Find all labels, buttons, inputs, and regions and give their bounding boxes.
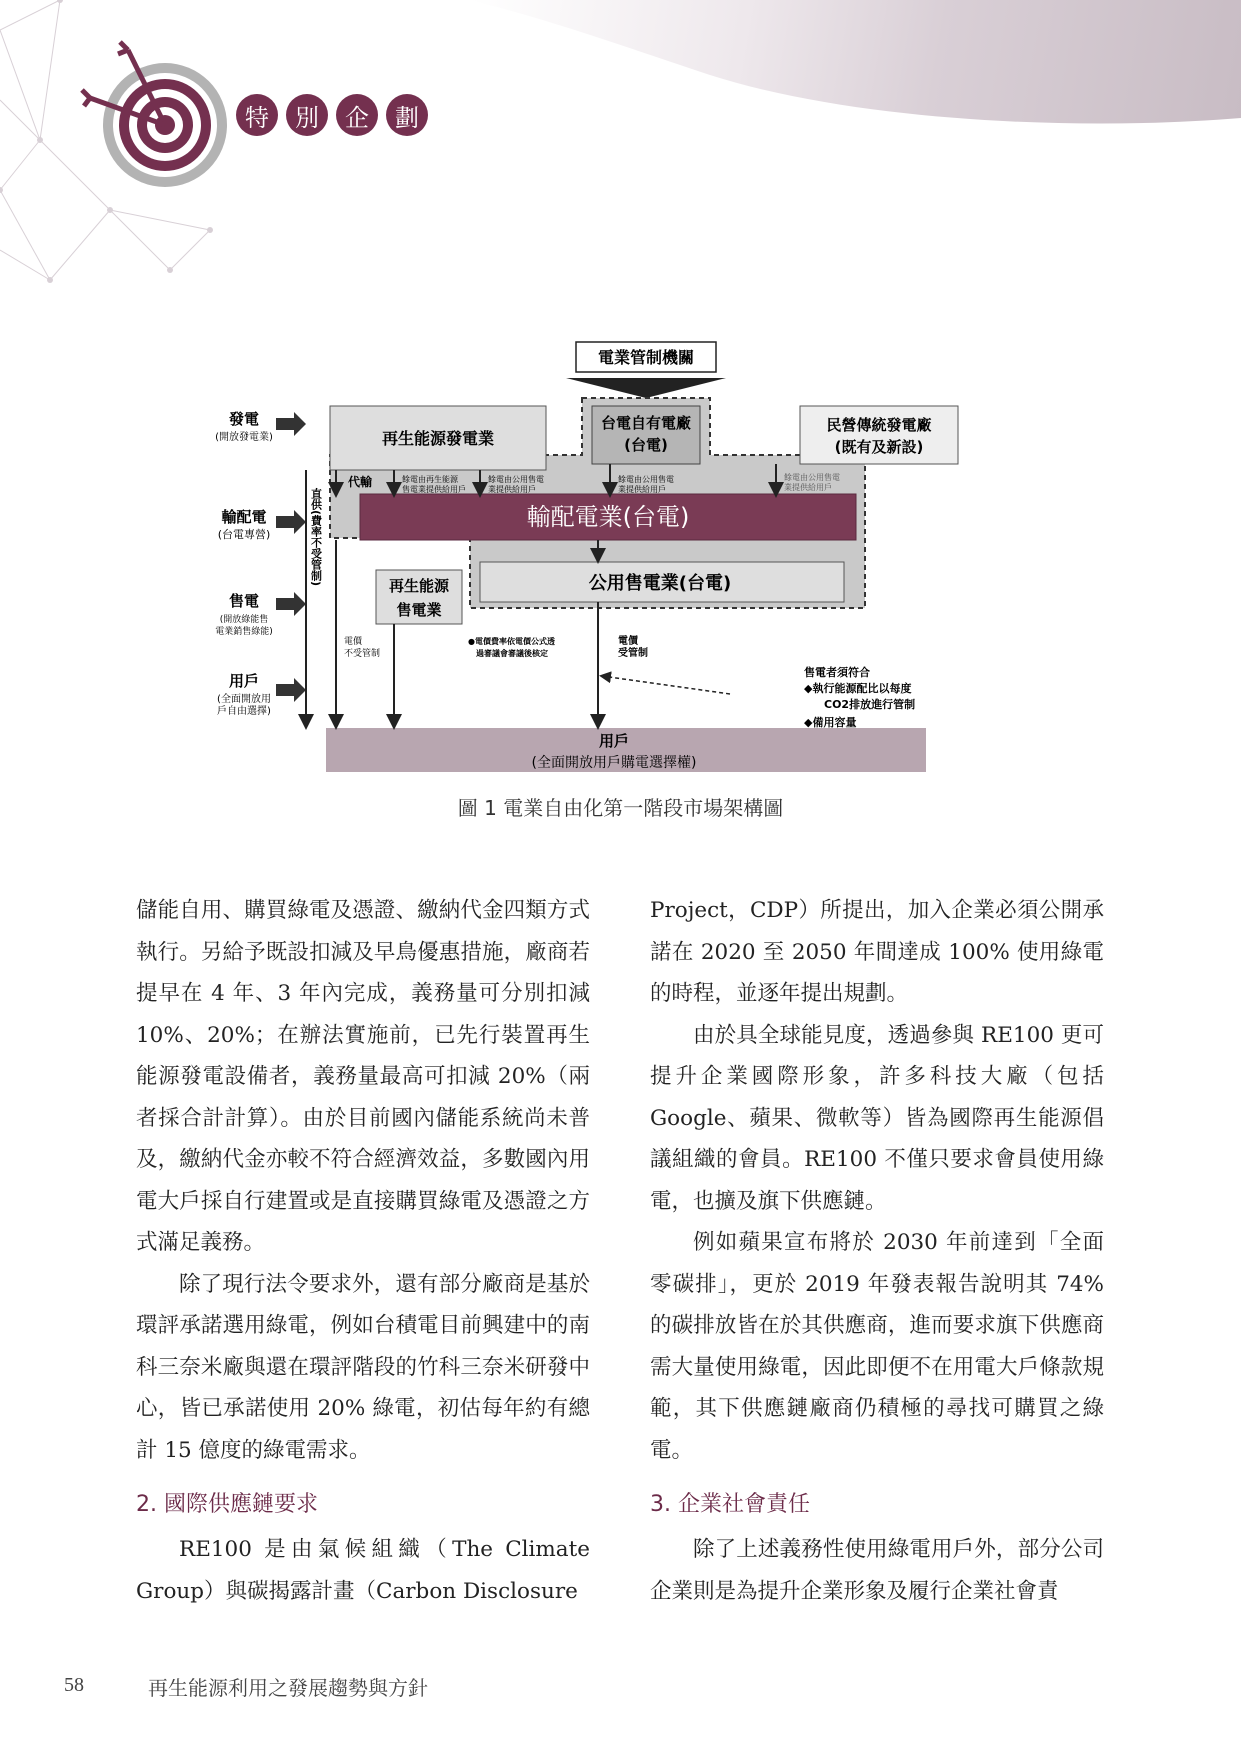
taipower-surplus-note-2: 業提供給用戶 [618,485,666,494]
public-surplus-note-1: 餘電由公用售電 [488,475,544,484]
req-item1b: CO2排放進行管制 [824,698,916,711]
wheeling-note: 代輸 [348,475,373,489]
row-arrow-users [276,678,306,702]
rr-price-note-2: 不受管制 [344,649,381,659]
row-label-transmission: 輸配電 [221,508,267,526]
direct-supply-note: 直供(費率不受管制) [309,488,323,587]
paragraph: Project，CDP）所提出，加入企業必須公開承諾在 2020 至 2050 年間達成 100% 使用綠電的時程，並逐年提出規劃。 [650,898,1104,1006]
section-title [236,94,428,136]
figure-caption: 圖 1 電業自由化第一階段市場架構圖 [457,796,784,820]
market-structure-diagram [210,340,1010,780]
taipower-plant-label: 台電自有電廠 [600,414,692,432]
row-label-generation-sub: (開放發電業) [215,432,273,443]
title-char: 企 [336,94,378,136]
public-price-note-1: ●電價費率依電價公式透 [468,637,555,646]
req-title: 售電者須符合 [804,666,870,679]
paragraph: 例如蘋果宣布將於 2030 年前達到「全面零碳排」，更於 2019 年發表報告說明其 74% 的碳排放皆在於其供應商，進而要求旗下供應商需大量使用綠電，因此即便不在用電大戶條款規範，其下供應鏈廠商仍積極的尋找可購買之綠電。 [650,1230,1104,1463]
row-label-generation: 發電 [228,410,260,428]
section-heading: 2. 國際供應鏈要求 [136,1492,318,1517]
target-icon [80,40,230,190]
page-footer [64,1672,428,1700]
users-label: 用戶 [598,732,630,750]
right-column [650,890,1104,1612]
req-item1: ◆執行能源配比以每度 [804,682,912,695]
row-label-retail-sub2: 電業銷售綠能) [215,627,273,637]
public-price-note-2: 過審議會審議後核定 [476,649,548,658]
taipower-surplus-note-1: 餘電由公用售電 [618,475,674,484]
paragraph: 儲能自用、購買綠電及憑證、繳納代金四類方式執行。另給予既設扣減及早鳥優惠措施，廠商若提早在 4 年、3 年內完成，義務量可分別扣減 10%、20%；在辦法實施前，已先行裝置再生能源發電設備者，義務量最高可扣減 20%（兩者採合計計算）。由於目前國內儲能系統尚未普及，繳納代金亦較不符合經濟效益，多數國內用電大戶採自行建置或是直接購買綠電及憑證之方式滿足義務。 [136,898,590,1255]
regulator-label: 電業管制機關 [597,348,695,367]
header-photo-banner [470,0,1241,150]
title-char: 別 [286,94,328,136]
private-surplus-note-2: 業提供給用戶 [784,483,832,492]
private-surplus-note-1: 餘電由公用售電 [784,473,840,482]
publication-title: 再生能源利用之發展趨勢與方針 [148,1676,428,1700]
users-sub: (全面開放用戶購電選擇權) [531,755,697,771]
row-arrow-generation [276,412,306,436]
regulated-price-note-1: 電價 [618,636,638,647]
private-plant-sub: (既有及新設) [834,438,924,456]
renewable-retail-label: 再生能源 [388,577,450,595]
row-label-users: 用戶 [228,672,260,690]
regulated-price-note-2: 受管制 [618,648,648,659]
paragraph: 除了上述義務性使用綠電用戶外，部分公司企業則是為提升企業形象及履行企業社會責 [650,1537,1104,1604]
title-char: 劃 [386,94,428,136]
page-number: 58 [64,1674,84,1696]
row-label-users-sub1: (全面開放用 [217,694,271,705]
renewable-surplus-note-2: 售電業提供給用戶 [402,485,466,494]
paragraph: RE100 是由氣候組織（The Climate Group）與碳揭露計畫（Carbon Disclosure [136,1537,590,1604]
taipower-plant-sub: (台電) [624,436,668,454]
row-label-retail: 售電 [228,592,260,610]
renewable-retail-sub: 售電業 [396,601,442,619]
title-char: 特 [236,94,278,136]
paragraph: 由於具全球能見度，透過參與 RE100 更可提升企業國際形象，許多科技大廠（包括 Google、蘋果、微軟等）皆為國際再生能源倡議組織的會員。RE100 不僅只要求會員使用綠電，也擴及旗下供應鏈。 [650,1022,1104,1214]
req-dashed-arrow [602,676,730,694]
row-label-retail-sub1: (開放綠能售 [219,615,269,625]
renewable-gen-label: 再生能源發電業 [381,429,495,448]
private-plant-label: 民營傳統發電廠 [826,416,932,434]
regulator-arrow [566,378,726,398]
left-column [136,890,590,1612]
rr-price-note-1: 電價 [344,637,363,647]
row-arrow-transmission [276,510,306,534]
paragraph: 除了現行法令要求外，還有部分廠商是基於環評承諾選用綠電，例如台積電目前興建中的南科三奈米廠與還在環評階段的竹科三奈米研發中心，皆已承諾使用 20% 綠電，初估每年約有總計 15 億度的綠電需求。 [136,1271,590,1463]
public-surplus-note-2: 業提供給用戶 [488,485,536,494]
row-label-users-sub2: 戶自由選擇) [217,706,271,717]
renewable-surplus-note-1: 餘電由再生能源 [402,475,458,484]
row-label-transmission-sub: (台電專營) [217,528,271,541]
public-retail-label: 公用售電業(台電) [588,573,732,594]
grid-label: 輸配電業(台電) [526,503,690,531]
req-item2: ◆備用容量 [804,716,857,729]
row-arrow-retail [276,592,306,616]
section-heading: 3. 企業社會責任 [650,1492,810,1517]
